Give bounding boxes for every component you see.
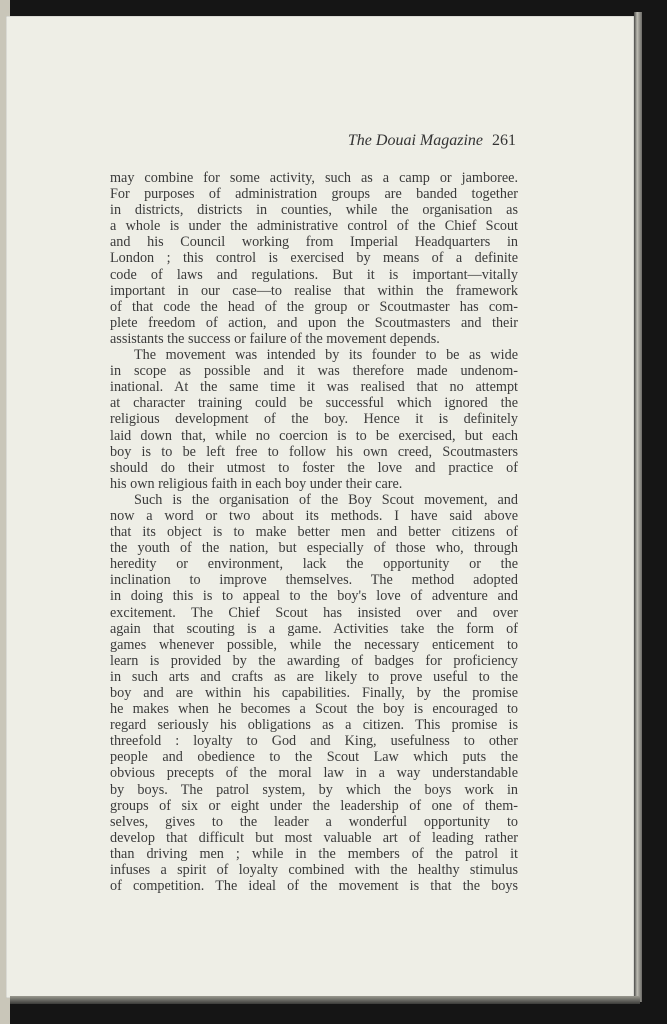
text-line: now a word or two about its methods. I have said above: [110, 507, 518, 524]
text-line: of competition. The ideal of the movement is that the boys: [110, 878, 518, 895]
paragraph: [110, 170, 518, 347]
text-line: than driving men ; while in the members of the patrol it: [110, 845, 518, 862]
text-line: heredity or environment, lack the opportunity or the: [110, 556, 518, 573]
text-line: infuses a spirit of loyalty combined with the healthy stimulus: [110, 862, 518, 879]
text-line: should do their utmost to foster the love and practice of: [110, 459, 518, 476]
text-line: plete freedom of action, and upon the Scoutmasters and their: [110, 314, 518, 331]
text-line: important in our case—to realise that within the framework: [110, 282, 518, 299]
text-line: at character training could be successful which ignored the: [110, 395, 518, 412]
text-line: learn is provided by the awarding of badges for proficiency: [110, 652, 518, 669]
body-text: [110, 170, 518, 894]
text-line: again that scouting is a game. Activities take the form of: [110, 620, 518, 637]
text-line: in doing this is to appeal to the boy's love of adventure and: [110, 588, 518, 605]
text-line: in districts, districts in counties, while the organisation as: [110, 202, 518, 219]
text-line: by boys. The patrol system, by which the boys work in: [110, 781, 518, 798]
text-line: of that code the head of the group or Scoutmaster has com-: [110, 298, 518, 315]
text-line: code of laws and regulations. But it is important—vitally: [110, 266, 518, 283]
page-stack-bottom-edge: [10, 996, 640, 1004]
text-line: the youth of the nation, but especially of those who, through: [110, 540, 518, 557]
text-line: he makes when he becomes a Scout the boy is encouraged to: [110, 701, 518, 718]
paragraph: [110, 347, 518, 492]
journal-title: The Douai Magazine: [347, 132, 483, 149]
text-line: For purposes of administration groups are banded together: [110, 186, 518, 203]
text-line: regard seriously his obligations as a citizen. This promise is: [110, 717, 518, 734]
text-line: in such arts and crafts as are likely to prove useful to the: [110, 668, 518, 685]
page-stack-right-edge: [634, 12, 642, 1002]
running-head: [250, 132, 516, 150]
text-line: The movement was intended by its founder to be as wide: [134, 347, 518, 364]
text-line: groups of six or eight under the leadership of one of them-: [110, 797, 518, 814]
text-line: his own religious faith in each boy under their care.: [110, 475, 403, 492]
text-line: religious development of the boy. Hence it is definitely: [110, 411, 518, 428]
text-line: may combine for some activity, such as a camp or jamboree.: [110, 170, 518, 186]
text-line: Such is the organisation of the Boy Scout movement, and: [134, 491, 518, 508]
text-line: boy is to be left free to follow his own creed, Scoutmasters: [110, 443, 518, 460]
text-line: inclination to improve themselves. The method adopted: [110, 572, 518, 589]
text-line: that its object is to make better men and better citizens of: [110, 524, 518, 541]
text-line: a whole is under the administrative control of the Chief Scout: [110, 218, 518, 235]
text-line: boy and are within his capabilities. Finally, by the promise: [110, 685, 518, 701]
text-line: selves, gives to the leader a wonderful opportunity to: [110, 813, 518, 830]
text-line: assistants the success or failure of the movement depends.: [110, 330, 440, 347]
text-line: and his Council working from Imperial Headquarters in: [110, 234, 518, 251]
text-line: develop that difficult but most valuable art of leading rather: [110, 829, 518, 846]
text-line: inational. At the same time it was realised that no attempt: [110, 379, 518, 396]
text-line: people and obedience to the Scout Law which puts the: [110, 749, 518, 766]
text-line: threefold : loyalty to God and King, usefulness to other: [110, 733, 518, 750]
text-line: games whenever possible, while the necessary enticement to: [110, 636, 518, 653]
text-line: laid down that, while no coercion is to be exercised, but each: [110, 427, 518, 444]
text-line: obvious precepts of the moral law in a way understandable: [110, 765, 518, 782]
paragraph: [110, 492, 518, 894]
text-line: in scope as possible and it was therefore made undenom-: [110, 363, 518, 380]
page-number: 261: [492, 132, 516, 149]
text-line: excitement. The Chief Scout has insisted over and over: [110, 604, 518, 621]
text-line: London ; this control is exercised by means of a definite: [110, 250, 518, 267]
